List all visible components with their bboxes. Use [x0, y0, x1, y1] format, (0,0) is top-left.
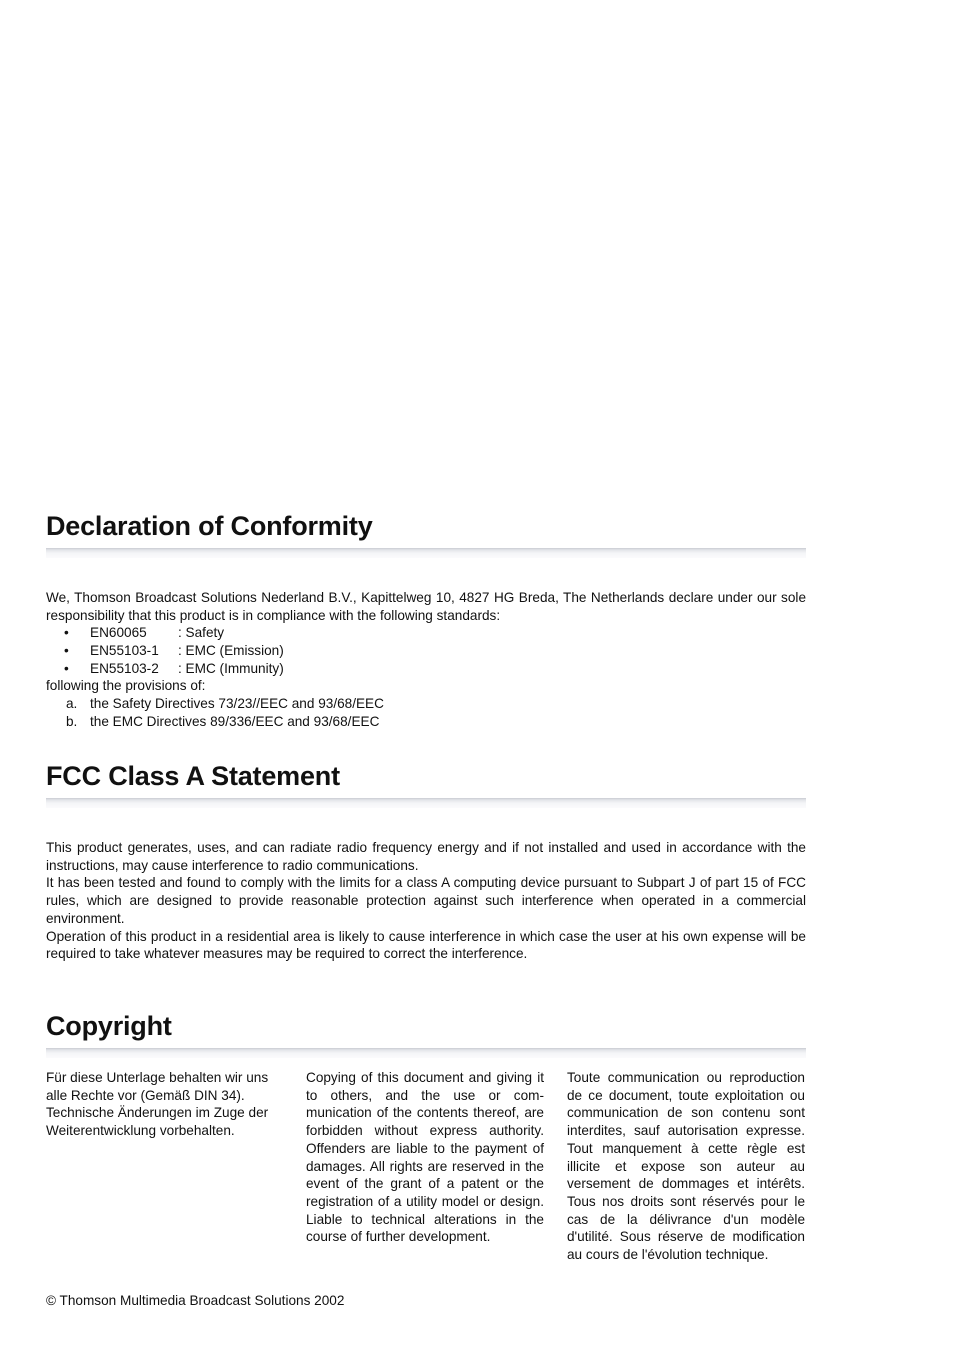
- provision-mark: a.: [66, 696, 78, 712]
- copyright-section: [46, 1010, 806, 1058]
- heading-rule: [46, 798, 806, 808]
- standard-item: [46, 660, 806, 678]
- standard-desc: : EMC (Emission): [178, 643, 284, 659]
- heading-rule: [46, 548, 806, 558]
- standard-item: [46, 624, 806, 642]
- provision-item: [46, 695, 806, 713]
- heading-rule: [46, 1048, 806, 1058]
- standard-code: EN60065: [90, 625, 147, 641]
- standard-item: [46, 642, 806, 660]
- copyright-german: Für diese Unterlage behalten wir uns alle Rechte vor (Gemäß DIN 34). Technische Änderungen im Zuge der Weiterentwicklung vorbehalten.: [46, 1070, 269, 1139]
- standard-code: EN55103-1: [90, 643, 159, 659]
- declaration-section: [46, 510, 806, 731]
- declaration-intro: We, Thomson Broadcast Solutions Nederland B.V., Kapittelweg 10, 4827 HG Breda, The Netherlands declare under our sole responsibility that this product is in compliance with the following standards:: [46, 590, 806, 623]
- provisions-list: [46, 695, 806, 730]
- provision-mark: b.: [66, 713, 78, 729]
- fcc-paragraph: It has been tested and found to comply with the limits for a class A computing device pursuant to Subpart J of part 15 of FCC rules, which are designed to provide reasonable protection against such interference when operated in a commercial environment.: [46, 875, 806, 926]
- provision-text: the Safety Directives 73/23//EEC and 93/68/EEC: [90, 696, 384, 712]
- standard-desc: : Safety: [178, 625, 225, 641]
- copyright-footer: © Thomson Multimedia Broadcast Solutions 2002: [46, 1293, 345, 1308]
- fcc-body: [46, 839, 806, 963]
- copyright-english: Copying of this document and giving it to others, and the use or communication of the contents thereof, are forbidden without express authority. Offenders are liable to the payment of damages. All rights are reserved in the event of the grant of a patent or the registration of a utility model or design. Liable to technical alterations in the course of further development.: [306, 1070, 544, 1245]
- standard-code: EN55103-2: [90, 660, 159, 676]
- fcc-paragraph: This product generates, uses, and can radiate radio frequency energy and if not installed and used in accordance with the instructions, may cause interference to radio communications.: [46, 840, 806, 873]
- fcc-section: [46, 760, 806, 963]
- copyright-french: Toute communication ou reproduction de ce document, toute exploitation ou communication de son contenu sont interdites, sauf autorisation expresse. Tout manquement à cette règle est illicite et expose son auteur au versement de dommages et intérêts. Tous nos droits sont réservés pour le cas de la délivrance d'un modèle d'utilité. Sous réserve de modification au cours de l'évolution technique.: [567, 1070, 805, 1263]
- standards-list: [46, 624, 806, 677]
- standard-desc: : EMC (Immunity): [178, 660, 284, 676]
- provision-text: the EMC Directives 89/336/EEC and 93/68/EEC: [90, 713, 380, 729]
- declaration-body: [46, 589, 806, 731]
- declaration-heading: Declaration of Conformity: [46, 511, 373, 541]
- provisions-intro: following the provisions of:: [46, 678, 206, 694]
- provision-item: [46, 713, 806, 731]
- fcc-heading: FCC Class A Statement: [46, 761, 340, 791]
- copyright-heading: Copyright: [46, 1011, 172, 1041]
- fcc-paragraph: Operation of this product in a residential area is likely to cause interference in which case the user at his own expense will be required to take whatever measures may be required to correct the interference.: [46, 928, 806, 962]
